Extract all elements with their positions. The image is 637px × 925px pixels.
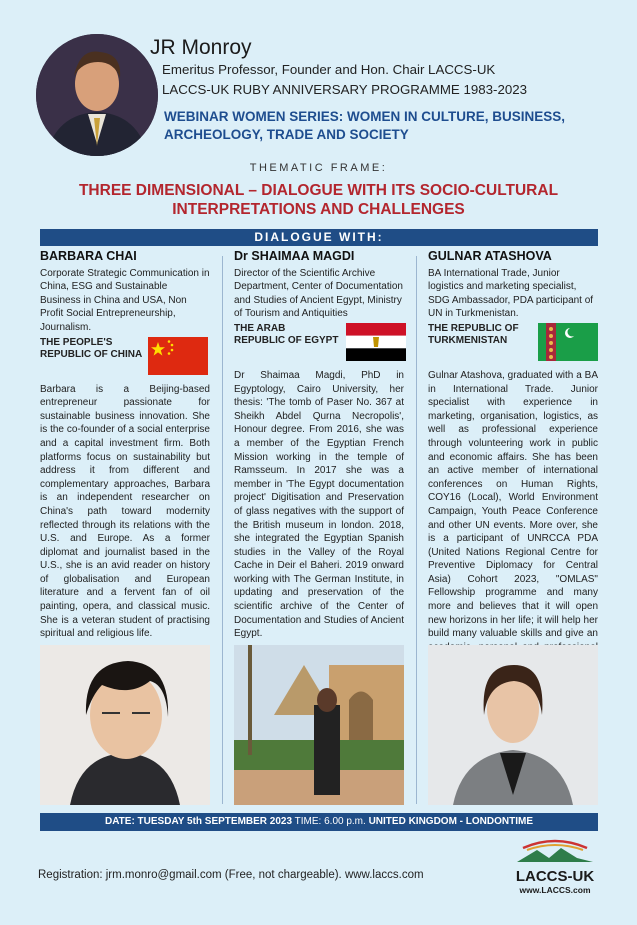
speaker-role: Corporate Strategic Communication in China, ESG and Sustainable Business in China and USA, Non Profit Social Entrepreneurship, Journalism. [40,267,210,333]
speaker-bio: Gulnar Atashova, graduated with a BA in International Trade. Junior specialist with experience in marketing, organisation, logistics, as well as professional experience through volunteering work in public and economic affairs. She has been an active member of international conferences on Human Rights, COY16 (Local), World Environment Campaign, Youth Peace Conference and other UN events. More over, she is a participant of UNRCCA PDA (United Nations Regional Centre for Preventive Diplomacy for Central Asia) Cohort 2023, "OMLAS" Fellowship programme and many more and believes that it will open new horizons in her life; it will help her build many valuable skills and give an [428,369,598,640]
speaker-portrait-jr-monroy [36,34,158,156]
speaker-country: THE REPUBLIC OF TURKMENISTAN [428,322,519,346]
logo-url: www.LACCS.com [519,885,591,895]
speaker-column-shaimaa-magdi [234,250,404,641]
speaker-name: Dr SHAIMAA MAGDI [234,249,355,263]
speaker-country: THE ARAB REPUBLIC OF EGYPT [234,322,339,346]
column-divider [416,256,417,804]
speaker-name: GULNAR ATASHOVA [428,249,552,263]
webinar-series-title: WEBINAR WOMEN SERIES: WOMEN IN CULTURE, BUSINESS, ARCHEOLOGY, TRADE AND SOCIETY [164,109,566,142]
speaker-photo-shaimaa-magdi [234,645,404,805]
turkmenistan-flag-icon [538,323,598,361]
speaker-column-gulnar-atashova [428,250,598,668]
speaker-name: BARBARA CHAI [40,249,137,263]
logo-name: LACCS-UK [515,868,595,885]
speaker-column-barbara-chai [40,250,210,641]
speaker-photo-gulnar-atashova [428,645,598,805]
thematic-frame-label: THEMATIC FRAME: [249,162,388,174]
event-timezone: UNITED KINGDOM - LONDONTIME [368,816,534,827]
speaker-country: THE PEOPLE'S REPUBLIC OF CHINA [40,336,143,360]
mountain-sun-logo-icon [515,838,595,864]
event-date-bar [40,813,598,831]
event-date: DATE: TUESDAY 5th SEPTEMBER 2023 [104,816,293,827]
speaker-role: BA International Trade, Junior logistics and marketing specialist, SDG Ambassador, PDA participant of UN in Turkmenistan. [428,267,594,320]
main-title: THREE DIMENSIONAL – DIALOGUE WITH ITS SOCIO-CULTURAL INTERPRETATIONS AND CHALLENGES [78,182,559,218]
registration-info: Registration: jrm.monro@gmail.com (Free, not chargeable). www.laccs.com [38,869,424,881]
speaker-photo-barbara-chai [40,645,210,805]
event-time-label: TIME: 6.00 p.m. [292,816,369,827]
host-title: Emeritus Professor, Founder and Hon. Chair LACCS-UK [162,62,496,77]
host-name: JR Monroy [150,36,252,59]
programme-title: LACCS-UK RUBY ANNIVERSARY PROGRAMME 1983-2023 [162,82,528,97]
column-divider [222,256,223,804]
laccs-logo [505,838,605,895]
speaker-bio: Dr Shaimaa Magdi, PhD in Egyptology, Cairo University, her thesis: 'The tomb of Paser No. 367 at Sheikh Abdel Qurna Necropolis', Honour degree. From 2016, she was a member of the Egyptian French Mission working in the temple of Ramsseum. In 2017 she was a member in 'The Egypt documentation project' Digitisation and Preservation of glass negatives with the support of the British museum in london. 2018, she integrated the Egyptian Spanish studies in the Valley of the Royal Cache in Deir el Baheri. 2019 onward working with The German Institute, in updating and preservation of the scientific archive of the Center of Documentation and Studies of Ancient Egypt. [234,369,404,640]
dialogue-bar: DIALOGUE WITH: [40,229,598,246]
speaker-bio: Barbara is a Beijing-based entrepreneur passionate for sustainable business innovation. She is the co-founder of a social enterprise and a capital investment firm. Both platforms focus on sustainability but address it from different and complementary approaches, Barbara is an independent researcher on China's path toward modernity reflected through its relations with the U.S. and Europe. As a former diplomat and journalist based in the U.S., she is an avid reader on history of globalisation and European literature and a fervent fan of oil painting, opera, and classical music. She is a veteran student of practising spiritual and religious life. [40,383,210,640]
speaker-role: Director of the Scientific Archive Department, Center of Documentation and Studies of Ancient Egypt, Ministry of Tourism and Antiquities [234,267,403,320]
egypt-flag-icon [346,323,406,361]
china-flag-icon [148,337,208,375]
